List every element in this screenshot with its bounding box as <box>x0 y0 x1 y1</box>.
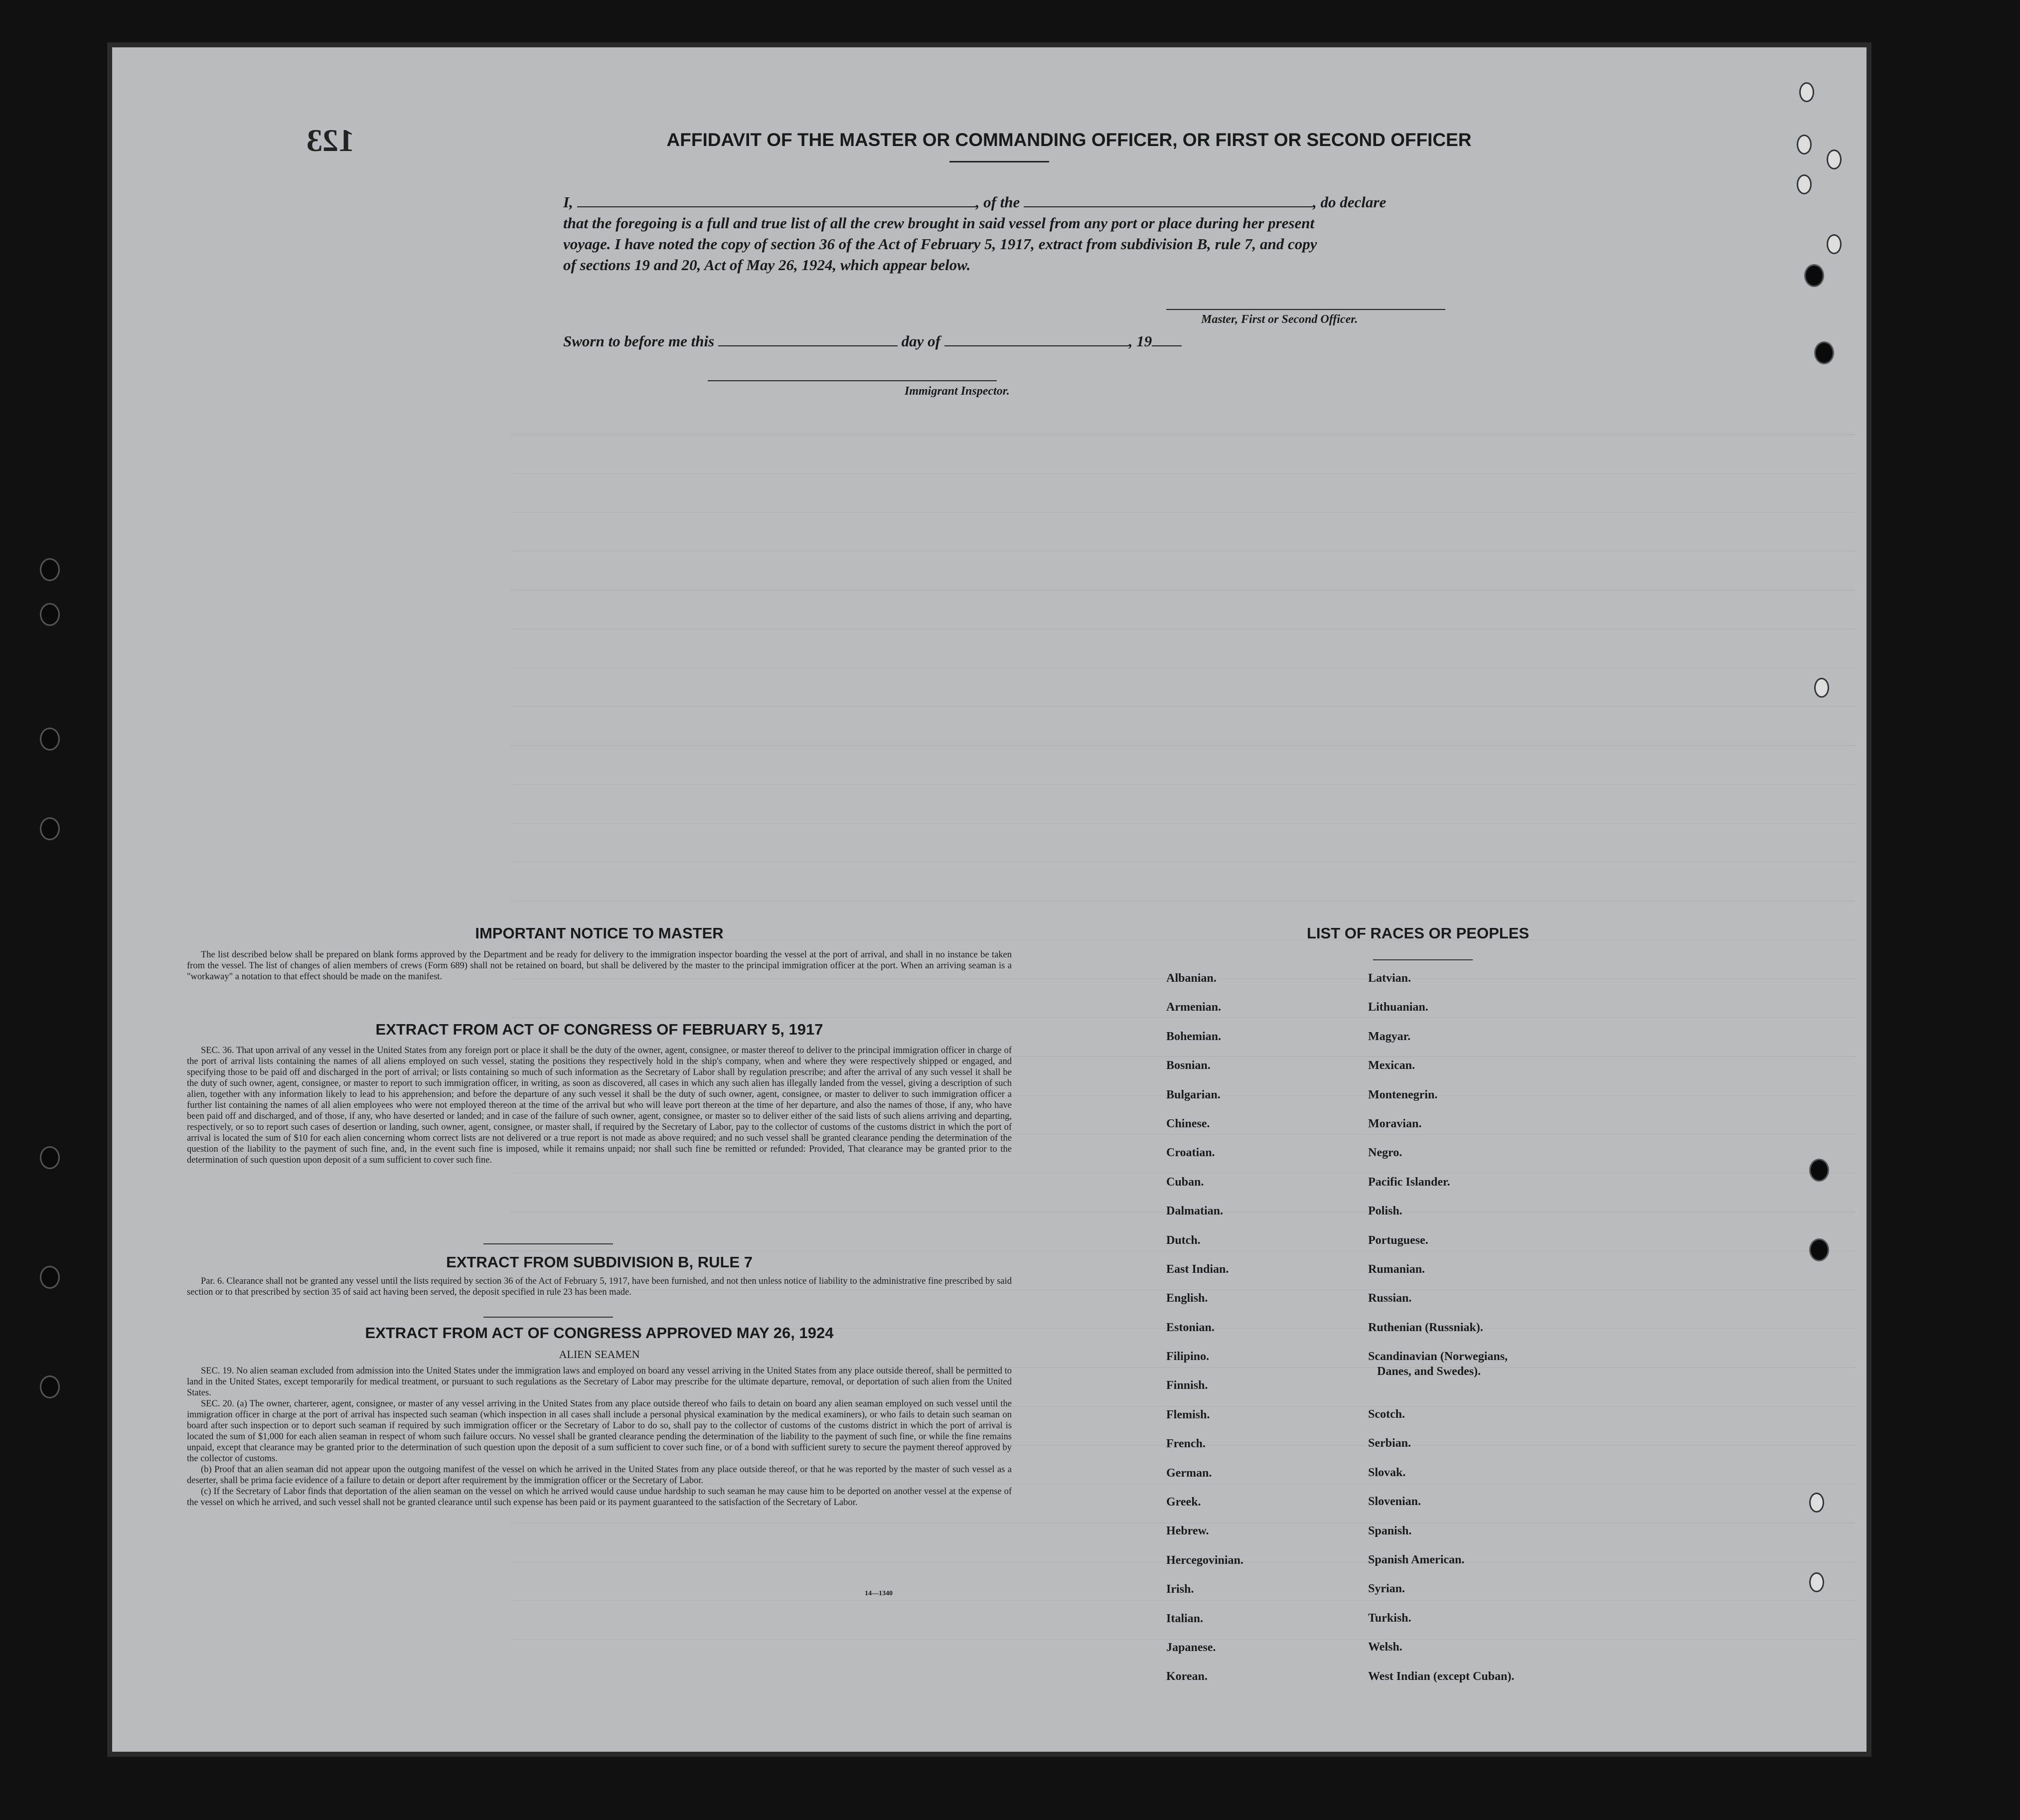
race-item: Ruthenian (Russniak). <box>1368 1321 1483 1334</box>
race-item: Finnish. <box>1166 1379 1208 1392</box>
race-item: Scandinavian (Norwegians, <box>1368 1350 1508 1364</box>
race-item: East Indian. <box>1166 1262 1229 1276</box>
race-item: Portuguese. <box>1368 1233 1428 1247</box>
race-item: Estonian. <box>1166 1321 1215 1334</box>
race-item: Rumanian. <box>1368 1262 1425 1276</box>
race-item: Italian. <box>1166 1612 1204 1625</box>
race-item: Armenian. <box>1166 1001 1221 1014</box>
binder-hole-icon <box>1797 174 1812 194</box>
extract-1917-title: EXTRACT FROM ACT OF CONGRESS OF FEBRUARY 5, 1917 <box>375 1021 823 1038</box>
binder-hole-icon <box>40 728 60 751</box>
sworn-year-blank[interactable] <box>1152 331 1182 346</box>
name-blank[interactable] <box>577 192 976 207</box>
sworn-month-blank[interactable] <box>944 331 1129 346</box>
affidavit-line-2: that the foregoing is a full and true list of all the crew brought in said vessel from any port or place during her present <box>563 214 1315 232</box>
binder-hole-icon <box>40 1146 60 1169</box>
race-item: Hercegovinian. <box>1166 1553 1243 1567</box>
extract-1917-text <box>187 1045 1012 1166</box>
sworn-statement <box>563 331 1182 350</box>
binder-hole-icon <box>1827 150 1842 169</box>
race-item: French. <box>1166 1437 1206 1451</box>
sec20c-paragraph: (c) If the Secretary of Labor finds that deportation of the alien seaman on the vessel on which he arrived would cause undue hardship to such seaman he may cause him to be deported on another vessel at the expense of the vessel on which he arrived, and such vessel shall not be granted clearance until such expense has been paid or its payment guaranteed to the satisfaction of the Secretary of Labor. <box>187 1487 1012 1508</box>
race-item: Welsh. <box>1368 1641 1402 1654</box>
race-item: Serbian. <box>1368 1437 1411 1450</box>
affidavit-of-the: , of the <box>975 193 1020 211</box>
race-item: Bohemian. <box>1166 1030 1222 1043</box>
race-item: Dutch. <box>1166 1233 1201 1247</box>
binder-hole-icon <box>40 558 60 581</box>
binder-hole-icon <box>1809 1493 1824 1513</box>
binder-hole-icon <box>1804 264 1824 287</box>
race-item: Hebrew. <box>1166 1524 1209 1538</box>
sworn-prefix: Sworn to before me this <box>563 332 715 350</box>
race-item: Pacific Islander. <box>1368 1175 1450 1189</box>
extract-rule7-text <box>187 1276 1012 1298</box>
race-item: Cuban. <box>1166 1175 1204 1189</box>
affidavit-text <box>563 192 1585 276</box>
alien-seamen-subtitle: ALIEN SEAMEN <box>559 1348 640 1361</box>
binder-hole-icon <box>40 1375 60 1398</box>
inspector-caption: Immigrant Inspector. <box>905 385 1010 398</box>
affidavit-line-3: voyage. I have noted the copy of section 36 of the Act of February 5, 1917, extract from subdivision B, rule 7, and copy <box>563 235 1317 253</box>
race-item: English. <box>1166 1292 1208 1305</box>
race-item: Slovak. <box>1368 1466 1406 1479</box>
race-item: Negro. <box>1368 1146 1402 1160</box>
affidavit-declare: , do declare <box>1313 193 1387 211</box>
race-item: Korean. <box>1166 1670 1208 1683</box>
binder-hole-icon <box>1814 678 1829 698</box>
race-item: Russian. <box>1368 1292 1412 1305</box>
race-item: Spanish. <box>1368 1524 1412 1537</box>
sworn-year: , 19 <box>1128 332 1152 350</box>
master-signature-caption: Master, First or Second Officer. <box>1201 313 1358 326</box>
extract-rule7-title: EXTRACT FROM SUBDIVISION B, RULE 7 <box>446 1253 753 1271</box>
race-item: Latvian. <box>1368 972 1411 985</box>
master-signature-line[interactable] <box>1166 309 1445 310</box>
page-number: 123 <box>307 123 354 158</box>
sworn-day-of: day of <box>901 332 940 350</box>
binder-hole-icon <box>1797 135 1812 154</box>
race-item: Lithuanian. <box>1368 1001 1428 1014</box>
document-sheet <box>112 47 1866 1752</box>
extract-1924-title: EXTRACT FROM ACT OF CONGRESS APPROVED MAY 26, 1924 <box>365 1324 834 1342</box>
title-underline <box>949 161 1049 162</box>
race-item: Japanese. <box>1166 1641 1216 1654</box>
important-notice-title: IMPORTANT NOTICE TO MASTER <box>475 924 724 942</box>
binder-hole-icon <box>40 603 60 626</box>
binder-hole-icon <box>40 817 60 840</box>
race-item: West Indian (except Cuban). <box>1368 1669 1515 1683</box>
race-item: Polish. <box>1368 1205 1402 1218</box>
binder-hole-icon <box>40 1266 60 1289</box>
inspector-signature-line[interactable] <box>708 380 997 381</box>
race-item: Flemish. <box>1166 1408 1210 1421</box>
race-item: Slovenian. <box>1368 1495 1421 1509</box>
sec20b-paragraph: (b) Proof that an alien seaman did not appear upon the outgoing manifest of the vessel on which he arrived in the United States from any place outside thereof, or that he was reported by the master of such vessel as a deserter, shall be prima facie evidence of a failure to detain or deport after requirement by the immigration officer or the Secretary of Labor. <box>187 1465 1012 1486</box>
binder-hole-icon <box>1809 1572 1824 1592</box>
race-item: Montenegrin. <box>1368 1088 1438 1101</box>
binder-hole-icon <box>1799 82 1814 102</box>
sworn-day-blank[interactable] <box>718 331 898 346</box>
race-item: Albanian. <box>1166 972 1217 985</box>
race-item: Mexican. <box>1368 1059 1415 1072</box>
races-title-underline <box>1373 959 1473 960</box>
affidavit-title: AFFIDAVIT OF THE MASTER OR COMMANDING OFFICER, OR FIRST OR SECOND OFFICER <box>666 130 1472 150</box>
race-item: Irish. <box>1166 1583 1194 1596</box>
race-item: Bosnian. <box>1166 1059 1211 1072</box>
sec20a-paragraph: SEC. 20. (a) The owner, charterer, agent, consignee, or master of any vessel arriving in the United States from any place outside thereof who fails to detain on board any alien seaman employed on such vessel until the immigration officer in charge at the port of arrival has inspected such seaman (which inspection in all cases shall include a personal physical examination by the medical examiners), or who fails to detain such seaman on board after such inspection or to deport such seaman if required by such immigration officer or the Secretary of Labor to do so, shall pay to the collector of customs of the customs district in which the port of arrival is located the sum of $1,000 for each alien seaman in respect of whom such failure occurs. No vessel shall be granted clearance pending the determination of the liability to the payment of such fine, or while the fine remains unpaid, except that clearance may be granted prior to the determination of such question upon the deposit of a sum sufficient to cover such fine, or of a bond with sufficient surety to secure the payment thereof approved by the collector of customs. <box>187 1399 1012 1464</box>
binder-hole-icon <box>1814 341 1834 364</box>
race-item: Syrian. <box>1368 1582 1405 1596</box>
race-item: Dalmatian. <box>1166 1205 1223 1218</box>
races-right-column <box>1368 972 1514 1699</box>
race-item: Danes, and Swedes). <box>1377 1365 1481 1378</box>
affidavit-line-4: of sections 19 and 20, Act of May 26, 1924, which appear below. <box>563 256 971 274</box>
important-notice-text <box>187 949 1012 982</box>
divider <box>483 1243 613 1244</box>
race-item: Magyar. <box>1368 1030 1411 1043</box>
vessel-blank[interactable] <box>1024 192 1313 207</box>
races-title: LIST OF RACES OR PEOPLES <box>1306 924 1530 942</box>
important-notice-paragraph: The list described below shall be prepared on blank forms approved by the Department and be ready for delivery to the immigration inspector boarding the vessel at the port of arrival, and shall in no instance be taken from the vessel. The list of changes of alien members of crews (Form 689) shall not be retained on board, but shall be delivered by the master to the principal immigration officer at the port. When an arriving seaman is a "workaway" a notation to that effect should be made on the manifest. <box>187 950 1012 982</box>
extract-rule7-paragraph: Par. 6. Clearance shall not be granted any vessel until the lists required by section 36 of the Act of February 5, 1917, have been furnished, and not then unless notice of liability to the administrative fine prescribed by said section or to that prescribed by section 35 of said act having been served, the deposit specified in rule 23 has been made. <box>187 1276 1012 1297</box>
race-item: Turkish. <box>1368 1611 1411 1625</box>
races-left-column <box>1166 972 1243 1699</box>
race-item: Croatian. <box>1166 1146 1215 1160</box>
race-item: Moravian. <box>1368 1117 1422 1130</box>
race-item: Spanish American. <box>1368 1553 1465 1567</box>
binder-hole-icon <box>1827 234 1842 254</box>
extract-1924-text <box>187 1365 1012 1508</box>
divider <box>483 1317 613 1318</box>
form-number: 14—1340 <box>865 1590 893 1597</box>
binder-hole-icon <box>1809 1238 1829 1261</box>
race-item: Filipino. <box>1166 1350 1210 1364</box>
race-item: German. <box>1166 1466 1212 1480</box>
affidavit-i: I, <box>563 193 573 211</box>
binder-hole-icon <box>1809 1159 1829 1182</box>
race-item: Scotch. <box>1368 1408 1405 1421</box>
race-item: Bulgarian. <box>1166 1088 1221 1101</box>
race-item: Greek. <box>1166 1496 1201 1509</box>
extract-1917-paragraph: SEC. 36. That upon arrival of any vessel in the United States from any foreign port or place it shall be the duty of the owner, agent, consignee, or master thereof to deliver to the principal immigration officer in charge of the port of arrival lists containing the names of all aliens employed on such vessel, stating the positions they respectively hold in the ship's company, when and where they were respectively shipped or engaged, and specifying those to be paid off and discharged in the port of arrival; or lists containing so much of such information as the Secretary of Labor shall by regulation prescribe; and after the arrival of any such vessel it shall be the duty of such owner, agent, consignee, or master to report to such immigration officer, in writing, as soon as discovered, all cases in which any such alien has illegally landed from the vessel, giving a description of such alien, together with any information likely to lead to his apprehension; and before the departure of any such vessel it shall be the duty of such owner, agent, consignee, or master to deliver to such immigration officer a further list containing the names of all alien employees who were not employed thereon at the time of the arrival but who will leave port thereon at the time of her departure, and also the names of those, if any, who have been paid off and discharged, and of those, if any, who have deserted or landed; and in case of the failure of such owner, agent, consignee, or master so to deliver either of the said lists of such aliens arriving and departing, respectively, or so to report such cases of desertion or landing, such owner, agent, consignee, or master shall, if required by the Secretary of Labor, pay to the collector of customs of the customs district in which the port of arrival is located the sum of $10 for each alien concerning whom correct lists are not delivered or a true report is not made as above required; and no such vessel shall be granted clearance pending the determination of the question of the liability to the payment of such fine, and, in the event such fine is imposed, while it remains unpaid; nor shall such fine be remitted or refunded: Provided, That clearance may be granted prior to the determination of such question upon deposit of a sum sufficient to cover such fine. <box>187 1046 1012 1165</box>
race-item: Chinese. <box>1166 1117 1210 1130</box>
sec19-paragraph: SEC. 19. No alien seaman excluded from admission into the United States under the immigration laws and employed on board any vessel arriving in the United States from any place outside thereof, shall be permitted to land in the United States, except temporarily for medical treatment, or pursuant to such regulations as the Secretary of Labor may prescribe for the ultimate departure, removal, or deportation of such alien from the United States. <box>187 1366 1012 1398</box>
